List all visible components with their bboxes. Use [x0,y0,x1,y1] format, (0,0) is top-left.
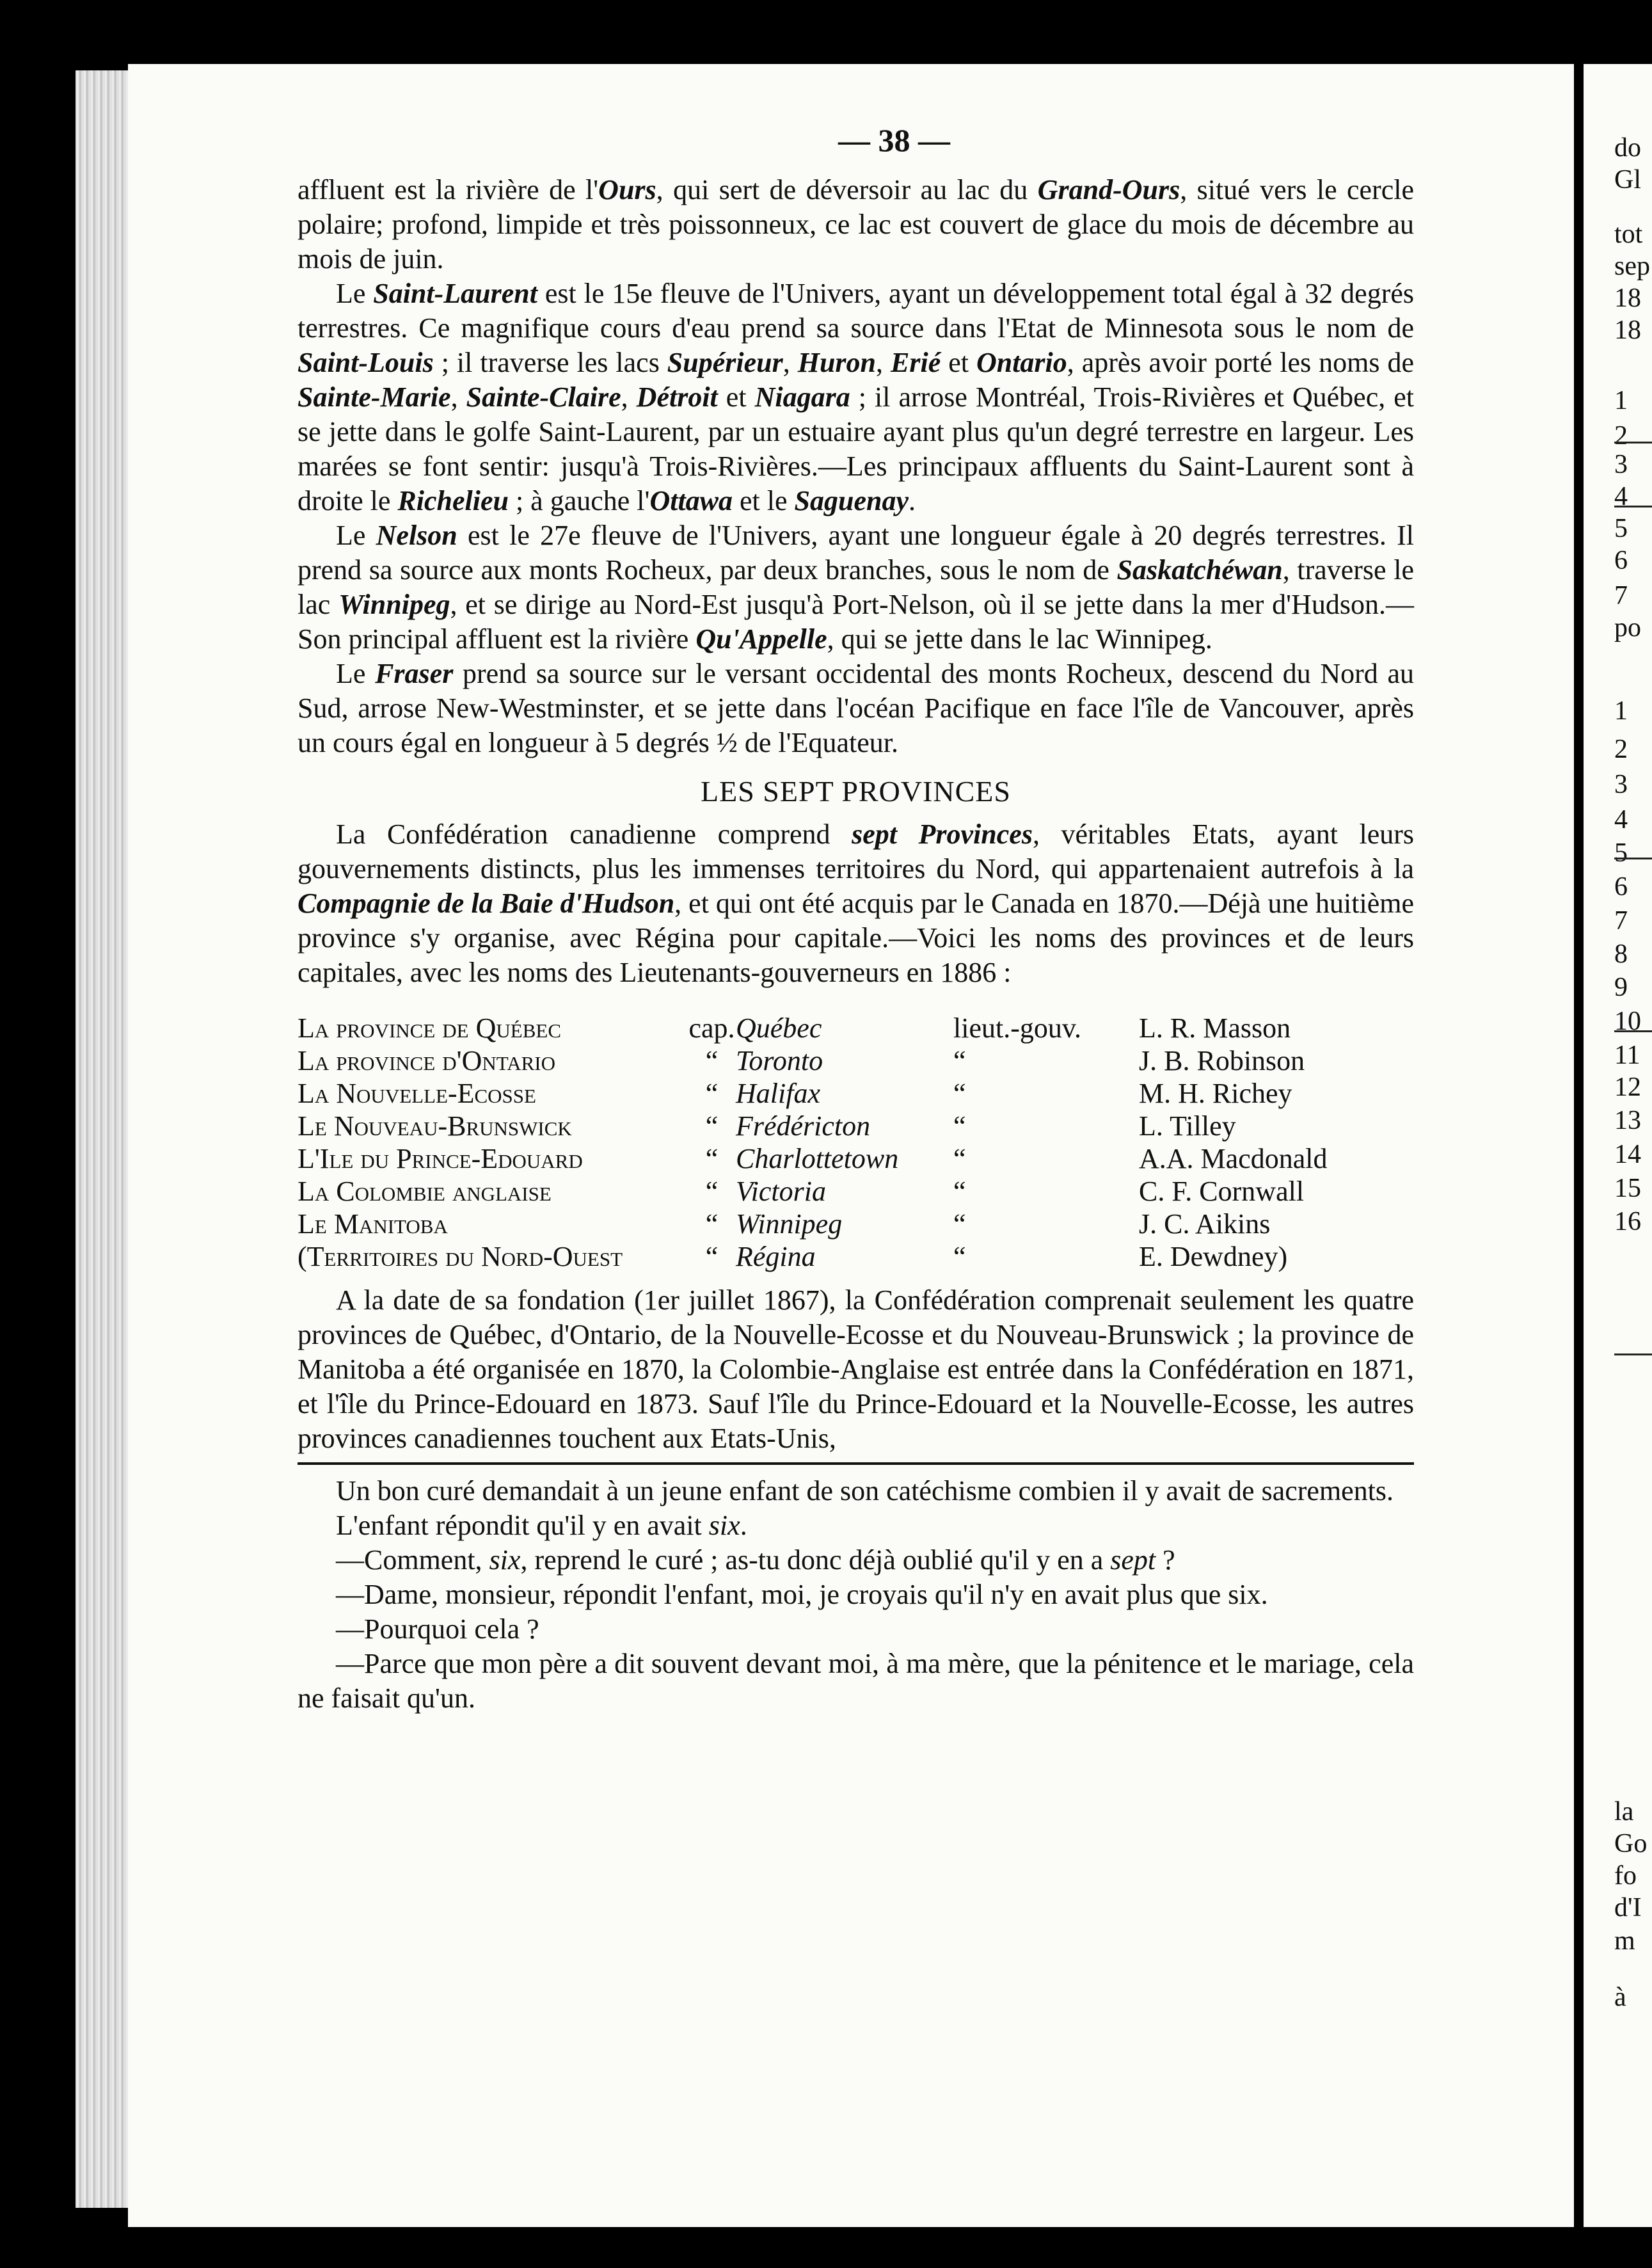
governor-name: E. Dewdney) [1139,1241,1288,1272]
province-row [298,1012,1414,1044]
province-name: La Colombie anglaise [298,1176,552,1207]
facing-page-text: m [1614,1926,1635,1956]
anecdote [298,1474,1414,1716]
facing-page-text: 18 [1614,315,1641,345]
province-name: L'Ile du Prince-Edouard [298,1143,583,1174]
anecdote-line: —Pourquoi cela ? [336,1613,539,1645]
facing-page-text: 12 [1614,1073,1641,1102]
capital-name: Québec [736,1012,822,1044]
province-row [298,1110,1414,1142]
province-row [298,1044,1414,1077]
facing-page-text: 1 [1614,696,1628,726]
capital-ditto: “ [705,1176,719,1207]
facing-page-text: d'I [1614,1893,1642,1922]
governor-name: M. H. Richey [1139,1078,1292,1109]
province-name: La province de Québec [298,1012,561,1044]
facing-page-text: 6 [1614,872,1628,902]
facing-page-text: 3 [1614,770,1628,799]
facing-page-text: do [1614,133,1641,163]
facing-page-text: 2 [1614,735,1628,764]
governor-ditto: “ [953,1176,966,1207]
province-row [298,1240,1414,1273]
capital-name: Halifax [736,1078,820,1109]
facing-page-text: sep [1614,252,1650,281]
facing-page-text: tot [1614,220,1643,249]
province-name: Le Manitoba [298,1208,448,1240]
book-page-edges [75,70,133,2208]
facing-page-text: 10 [1614,1007,1641,1036]
facing-page-text: Gl [1614,165,1641,195]
facing-page-text: 18 [1614,284,1641,313]
governor-ditto: “ [953,1241,966,1272]
governor-ditto: “ [953,1143,966,1174]
facing-page-text: 4 [1614,805,1628,835]
governor-ditto: “ [953,1208,966,1240]
province-row [298,1142,1414,1175]
governor-ditto: “ [953,1078,966,1109]
facing-page-text: à [1614,1983,1626,2012]
paragraph-nelson: Le Nelson est le 27e fleuve de l'Univers, ayant une longueur égale à 20 degrés terrestres. Il prend sa source aux monts Rocheux, par deux branches, sous le nom de Saskatchéwan, traverse le lac Winnipeg, et se dirige au Nord-Est jusqu'à Port-Nelson, où il se jette dans la mer d'Hudson.—Son principal affluent est la rivière Qu'Appelle, qui se jette dans le lac Winnipeg. [298,520,1415,655]
facing-page-text: 13 [1614,1106,1641,1135]
governor-name: L. R. Masson [1139,1012,1291,1044]
governor-name: J. B. Robinson [1139,1045,1305,1076]
section-title: LES SEPT PROVINCES [701,775,1011,808]
facing-page-text: Go [1614,1829,1648,1858]
anecdote-line: L'enfant répondit qu'il y en avait six. [336,1510,747,1541]
facing-page-rule [1614,1030,1652,1032]
facing-page-text: 6 [1614,546,1628,575]
capital-ditto: “ [705,1110,719,1142]
facing-page-text: 2 [1614,421,1628,451]
capital-ditto: “ [705,1241,719,1272]
facing-page-text: 16 [1614,1207,1641,1236]
governor-ditto: “ [953,1110,966,1142]
facing-page-rule [1614,506,1652,507]
facing-page-fragment [1584,64,1652,2227]
facing-page-text: 5 [1614,838,1628,868]
facing-page-text: po [1614,613,1641,643]
capital-ditto: “ [705,1045,719,1076]
governor-ditto: “ [953,1045,966,1076]
governor-name: L. Tilley [1139,1110,1236,1142]
province-name: La Nouvelle-Ecosse [298,1078,536,1109]
anecdote-line: —Comment, six, reprend le curé ; as-tu donc déjà oublié qu'il y en a sept ? [336,1544,1175,1576]
anecdote-line: Un bon curé demandait à un jeune enfant de son catéchisme combien il y avait de sacrements. [336,1475,1394,1506]
facing-page-text: 7 [1614,581,1628,611]
facing-page-text: 4 [1614,482,1628,511]
governor-name: J. C. Aikins [1139,1208,1271,1240]
facing-page-text: 1 [1614,386,1628,415]
province-row [298,1175,1414,1208]
capital-name: Winnipeg [736,1208,843,1240]
facing-page-text: 5 [1614,514,1628,543]
provinces-table [298,1012,1414,1273]
capital-ditto: “ [705,1208,719,1240]
province-name: La province d'Ontario [298,1045,555,1076]
facing-page-rule [1614,442,1652,443]
anecdote-line: —Dame, monsieur, répondit l'enfant, moi, je croyais qu'il n'y en avait plus que six. [336,1579,1268,1610]
paragraph-saint-laurent: Le Saint-Laurent est le 15e fleuve de l'Univers, ayant un développement total égal à 32 degrés terrestres. Ce magnifique cours d'eau prend sa source dans l'Etat de Minnesota sous le nom de Saint-Louis ; il traverse les lacs Supérieur, Huron, Erié et Ontario, après avoir porté les noms de Sainte-Marie, Sainte-Claire, Détroit et Niagara ; il arrose Montréal, Trois-Rivières et Québec, et se jette dans le golfe Saint-Laurent, par un estuaire ayant plus qu'un degré terrestre en largeur. Les marées se font sentir: jusqu'à Trois-Rivières.—Les principaux affluents du Saint-Laurent sont à droite le Richelieu ; à gauche l'Ottawa et le Saguenay. [298,278,1415,516]
facing-page-text: 8 [1614,939,1628,969]
paragraph-intro: La Confédération canadienne comprend sept Provinces, véritables Etats, ayant leurs gouvernements distincts, plus les immenses territoires du Nord, qui appartenaient autrefois à la Compagnie de la Baie d'Hudson, et qui ont été acquis par le Canada en 1870.—Déjà une huitième province s'y organise, avec Régina pour capitale.—Voici les noms des provinces et de leurs capitales, avec les noms des Lieutenants-gouverneurs en 1886 : [298,819,1415,988]
capital-name: Toronto [736,1045,823,1076]
anecdote-line: —Parce que mon père a dit souvent devant moi, à ma mère, que la pénitence et le mariage, cela ne faisait qu'un. [298,1648,1414,1714]
facing-page-rule [1614,1354,1652,1355]
facing-page-text: la [1614,1797,1634,1826]
footnote-divider [298,1462,1414,1465]
paragraph-fraser: Le Fraser prend sa source sur le versant occidental des monts Rocheux, descend du Nord au Sud, arrose New-Westminster, et se jette dans l'océan Pacifique en face l'île de Vancouver, après un cours égal en longueur à 5 degrés ½ de l'Equateur. [298,658,1414,758]
facing-page-text: 9 [1614,973,1628,1002]
page-number: — 38 — [838,122,950,158]
facing-page-text: 7 [1614,906,1628,936]
facing-page-text: 3 [1614,450,1628,479]
facing-page-rule [1614,858,1652,859]
province-name: Le Nouveau-Brunswick [298,1110,572,1142]
page-content [298,122,1414,1716]
capital-ditto: “ [705,1078,719,1109]
capital-ditto: “ [705,1143,719,1174]
governor-name: A.A. Macdonald [1139,1143,1328,1174]
capital-name: Régina [736,1241,816,1272]
facing-page-text: 14 [1614,1140,1641,1169]
governor-name: C. F. Cornwall [1139,1176,1305,1207]
capital-name: Victoria [736,1176,826,1207]
capital-name: Frédéricton [736,1110,871,1142]
governor-ditto: lieut.-gouv. [953,1012,1081,1044]
facing-page-text: fo [1614,1861,1637,1890]
facing-page-text: 15 [1614,1174,1641,1203]
capital-name: Charlottetown [736,1143,899,1174]
facing-page-text: 11 [1614,1041,1640,1070]
paragraph-ours: affluent est la rivière de l'Ours, qui sert de déversoir au lac du Grand-Ours, situé vers le cercle polaire; profond, limpide et très poissonneux, ce lac est couvert de glace du mois de décembre au mois de juin. [298,174,1415,275]
capital-ditto: cap. [688,1012,735,1044]
paragraph-closing: A la date de sa fondation (1er juillet 1867), la Confédération comprenait seulement les quatre provinces de Québec, d'Ontario, de la Nouvelle-Ecosse et du Nouveau-Brunswick ; la province de Manitoba a été organisée en 1870, la Colombie-Anglaise est entrée dans la Confédération en 1871, et l'île du Prince-Edouard en 1873. Sauf l'île du Prince-Edouard et la Nouvelle-Ecosse, les autres provinces canadiennes touchent aux Etats-Unis, [298,1284,1414,1454]
province-name: (Territoires du Nord-Ouest [298,1241,623,1272]
province-row [298,1208,1414,1240]
province-row [298,1077,1414,1110]
